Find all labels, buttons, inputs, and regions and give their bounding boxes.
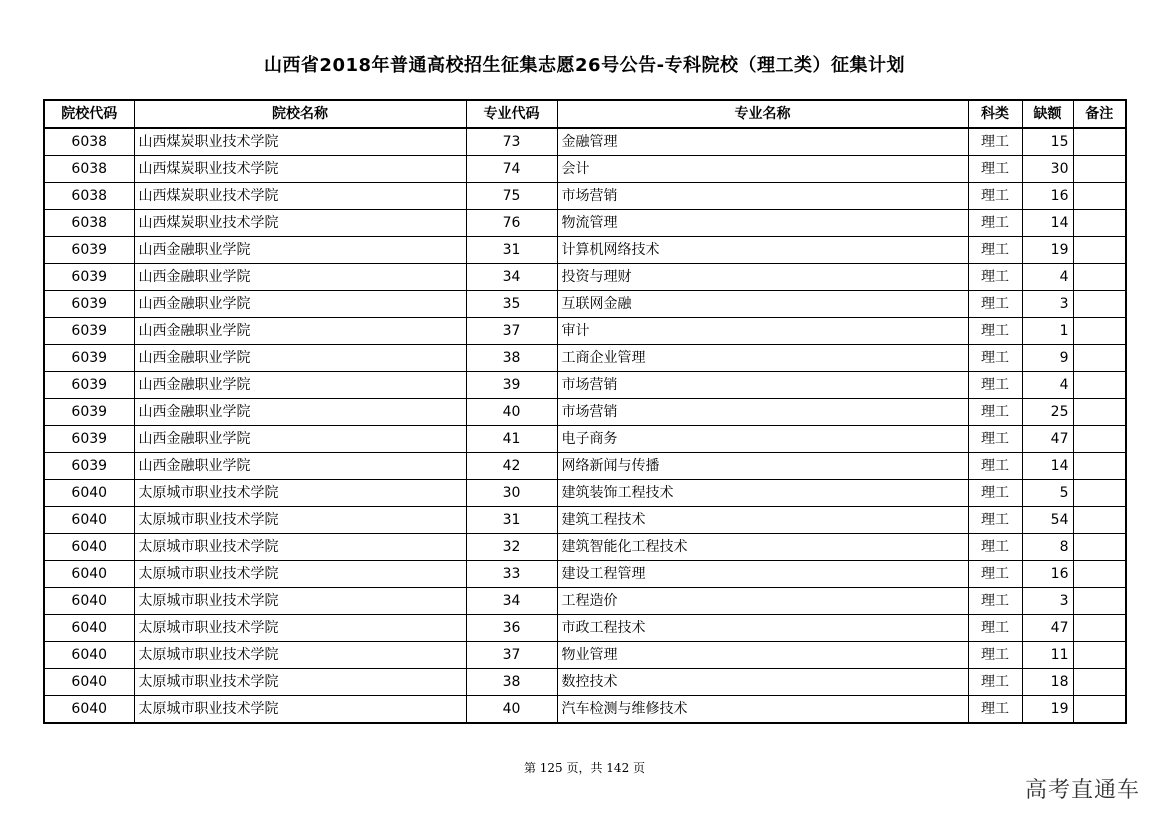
cell-major-code: 38 [466, 345, 557, 372]
cell-school-name: 太原城市职业技术学院 [134, 588, 466, 615]
table-row [44, 318, 1126, 345]
cell-major-name: 市政工程技术 [557, 615, 968, 642]
cell-major-name: 建设工程管理 [557, 561, 968, 588]
cell-school-name: 山西金融职业学院 [134, 291, 466, 318]
cell-remark [1073, 156, 1126, 183]
cell-school-code: 6040 [44, 534, 134, 561]
cell-category: 理工 [968, 237, 1022, 264]
cell-category: 理工 [968, 480, 1022, 507]
cell-remark [1073, 210, 1126, 237]
cell-remark [1073, 534, 1126, 561]
cell-major-code: 31 [466, 507, 557, 534]
cell-major-code: 37 [466, 318, 557, 345]
cell-major-name: 工商企业管理 [557, 345, 968, 372]
cell-major-name: 会计 [557, 156, 968, 183]
cell-major-name: 建筑装饰工程技术 [557, 480, 968, 507]
cell-school-code: 6040 [44, 615, 134, 642]
cell-remark [1073, 480, 1126, 507]
cell-vacancy: 11 [1022, 642, 1073, 669]
cell-major-code: 36 [466, 615, 557, 642]
cell-school-code: 6039 [44, 399, 134, 426]
table-row [44, 426, 1126, 453]
table-row [44, 399, 1126, 426]
cell-category: 理工 [968, 642, 1022, 669]
cell-category: 理工 [968, 426, 1022, 453]
cell-major-code: 39 [466, 372, 557, 399]
cell-remark [1073, 264, 1126, 291]
cell-vacancy: 3 [1022, 588, 1073, 615]
cell-school-name: 太原城市职业技术学院 [134, 696, 466, 724]
cell-major-name: 市场营销 [557, 183, 968, 210]
cell-major-name: 市场营销 [557, 399, 968, 426]
cell-major-name: 互联网金融 [557, 291, 968, 318]
cell-vacancy: 4 [1022, 264, 1073, 291]
cell-vacancy: 14 [1022, 210, 1073, 237]
header-remark: 备注 [1073, 100, 1126, 128]
table-row [44, 210, 1126, 237]
cell-category: 理工 [968, 264, 1022, 291]
cell-remark [1073, 588, 1126, 615]
cell-school-name: 山西煤炭职业技术学院 [134, 156, 466, 183]
cell-remark [1073, 128, 1126, 156]
cell-major-name: 建筑智能化工程技术 [557, 534, 968, 561]
cell-category: 理工 [968, 183, 1022, 210]
cell-school-name: 山西金融职业学院 [134, 237, 466, 264]
cell-vacancy: 19 [1022, 237, 1073, 264]
cell-vacancy: 47 [1022, 426, 1073, 453]
cell-school-code: 6039 [44, 318, 134, 345]
cell-category: 理工 [968, 669, 1022, 696]
header-vacancy: 缺额 [1022, 100, 1073, 128]
cell-school-code: 6040 [44, 696, 134, 724]
cell-remark [1073, 399, 1126, 426]
cell-major-code: 35 [466, 291, 557, 318]
cell-category: 理工 [968, 399, 1022, 426]
cell-vacancy: 4 [1022, 372, 1073, 399]
cell-school-name: 山西金融职业学院 [134, 426, 466, 453]
cell-vacancy: 14 [1022, 453, 1073, 480]
cell-major-code: 42 [466, 453, 557, 480]
cell-school-code: 6040 [44, 669, 134, 696]
cell-school-code: 6038 [44, 183, 134, 210]
cell-major-name: 网络新闻与传播 [557, 453, 968, 480]
cell-category: 理工 [968, 128, 1022, 156]
cell-category: 理工 [968, 156, 1022, 183]
table-row [44, 480, 1126, 507]
cell-major-code: 40 [466, 399, 557, 426]
cell-category: 理工 [968, 615, 1022, 642]
cell-major-name: 投资与理财 [557, 264, 968, 291]
table-row [44, 372, 1126, 399]
cell-category: 理工 [968, 291, 1022, 318]
cell-vacancy: 15 [1022, 128, 1073, 156]
cell-category: 理工 [968, 561, 1022, 588]
cell-major-code: 41 [466, 426, 557, 453]
cell-vacancy: 19 [1022, 696, 1073, 724]
cell-major-code: 31 [466, 237, 557, 264]
cell-major-code: 33 [466, 561, 557, 588]
header-school-code: 院校代码 [44, 100, 134, 128]
cell-major-code: 74 [466, 156, 557, 183]
cell-school-name: 太原城市职业技术学院 [134, 615, 466, 642]
cell-vacancy: 16 [1022, 561, 1073, 588]
table-row [44, 696, 1126, 724]
cell-vacancy: 5 [1022, 480, 1073, 507]
cell-school-name: 山西煤炭职业技术学院 [134, 128, 466, 156]
cell-remark [1073, 696, 1126, 724]
cell-major-code: 32 [466, 534, 557, 561]
table-row [44, 507, 1126, 534]
enrollment-plan-table [43, 99, 1127, 724]
cell-school-code: 6040 [44, 561, 134, 588]
cell-school-name: 山西金融职业学院 [134, 264, 466, 291]
table-row [44, 669, 1126, 696]
cell-school-code: 6039 [44, 264, 134, 291]
cell-category: 理工 [968, 372, 1022, 399]
table-row [44, 561, 1126, 588]
cell-major-code: 40 [466, 696, 557, 724]
cell-category: 理工 [968, 345, 1022, 372]
table-row [44, 345, 1126, 372]
page-title: 山西省2018年普通高校招生征集志愿26号公告-专科院校（理工类）征集计划 [263, 55, 906, 76]
cell-school-code: 6040 [44, 507, 134, 534]
cell-major-code: 75 [466, 183, 557, 210]
header-major-code: 专业代码 [466, 100, 557, 128]
table-row [44, 534, 1126, 561]
cell-school-code: 6039 [44, 291, 134, 318]
cell-school-code: 6039 [44, 345, 134, 372]
cell-remark [1073, 615, 1126, 642]
cell-remark [1073, 318, 1126, 345]
cell-category: 理工 [968, 696, 1022, 724]
cell-category: 理工 [968, 588, 1022, 615]
cell-school-code: 6039 [44, 426, 134, 453]
table-row [44, 156, 1126, 183]
header-school-name: 院校名称 [134, 100, 466, 128]
cell-school-code: 6039 [44, 237, 134, 264]
table-row [44, 128, 1126, 156]
cell-vacancy: 16 [1022, 183, 1073, 210]
cell-school-name: 山西金融职业学院 [134, 318, 466, 345]
cell-remark [1073, 642, 1126, 669]
cell-school-name: 太原城市职业技术学院 [134, 561, 466, 588]
cell-school-name: 山西金融职业学院 [134, 372, 466, 399]
cell-remark [1073, 183, 1126, 210]
cell-remark [1073, 453, 1126, 480]
cell-remark [1073, 561, 1126, 588]
cell-major-code: 34 [466, 588, 557, 615]
cell-major-name: 审计 [557, 318, 968, 345]
cell-category: 理工 [968, 318, 1022, 345]
cell-remark [1073, 669, 1126, 696]
cell-remark [1073, 345, 1126, 372]
table-row [44, 183, 1126, 210]
cell-major-code: 34 [466, 264, 557, 291]
cell-vacancy: 9 [1022, 345, 1073, 372]
cell-school-name: 太原城市职业技术学院 [134, 669, 466, 696]
cell-vacancy: 18 [1022, 669, 1073, 696]
cell-major-code: 30 [466, 480, 557, 507]
cell-major-name: 金融管理 [557, 128, 968, 156]
cell-major-name: 电子商务 [557, 426, 968, 453]
cell-major-name: 建筑工程技术 [557, 507, 968, 534]
cell-school-name: 山西金融职业学院 [134, 345, 466, 372]
cell-school-name: 太原城市职业技术学院 [134, 642, 466, 669]
header-major-name: 专业名称 [557, 100, 968, 128]
cell-school-name: 山西金融职业学院 [134, 399, 466, 426]
cell-vacancy: 25 [1022, 399, 1073, 426]
table-row [44, 291, 1126, 318]
cell-major-code: 76 [466, 210, 557, 237]
cell-school-code: 6038 [44, 156, 134, 183]
cell-major-name: 数控技术 [557, 669, 968, 696]
cell-major-name: 市场营销 [557, 372, 968, 399]
cell-major-code: 38 [466, 669, 557, 696]
table-header-row [44, 100, 1126, 128]
table-row [44, 237, 1126, 264]
cell-remark [1073, 507, 1126, 534]
cell-school-name: 山西金融职业学院 [134, 453, 466, 480]
cell-category: 理工 [968, 210, 1022, 237]
cell-remark [1073, 237, 1126, 264]
watermark: 高考直通车 [1024, 778, 1140, 803]
cell-school-code: 6039 [44, 453, 134, 480]
cell-major-name: 物流管理 [557, 210, 968, 237]
cell-school-name: 太原城市职业技术学院 [134, 534, 466, 561]
table-row [44, 264, 1126, 291]
cell-vacancy: 47 [1022, 615, 1073, 642]
cell-remark [1073, 426, 1126, 453]
table-row [44, 453, 1126, 480]
cell-school-code: 6038 [44, 128, 134, 156]
cell-vacancy: 3 [1022, 291, 1073, 318]
cell-school-name: 山西煤炭职业技术学院 [134, 183, 466, 210]
cell-major-name: 计算机网络技术 [557, 237, 968, 264]
cell-category: 理工 [968, 534, 1022, 561]
cell-major-code: 37 [466, 642, 557, 669]
cell-school-code: 6040 [44, 480, 134, 507]
cell-school-code: 6040 [44, 642, 134, 669]
cell-vacancy: 30 [1022, 156, 1073, 183]
cell-major-name: 汽车检测与维修技术 [557, 696, 968, 724]
cell-school-code: 6039 [44, 372, 134, 399]
cell-school-code: 6040 [44, 588, 134, 615]
page-footer: 第 125 页，共 142 页 [523, 761, 646, 775]
cell-vacancy: 1 [1022, 318, 1073, 345]
cell-school-name: 太原城市职业技术学院 [134, 480, 466, 507]
table-row [44, 615, 1126, 642]
cell-remark [1073, 372, 1126, 399]
table-row [44, 642, 1126, 669]
table-row [44, 588, 1126, 615]
cell-school-name: 山西煤炭职业技术学院 [134, 210, 466, 237]
cell-vacancy: 54 [1022, 507, 1073, 534]
cell-major-name: 物业管理 [557, 642, 968, 669]
cell-category: 理工 [968, 507, 1022, 534]
cell-remark [1073, 291, 1126, 318]
header-category: 科类 [968, 100, 1022, 128]
cell-major-name: 工程造价 [557, 588, 968, 615]
cell-vacancy: 8 [1022, 534, 1073, 561]
cell-category: 理工 [968, 453, 1022, 480]
cell-major-code: 73 [466, 128, 557, 156]
cell-school-code: 6038 [44, 210, 134, 237]
cell-school-name: 太原城市职业技术学院 [134, 507, 466, 534]
